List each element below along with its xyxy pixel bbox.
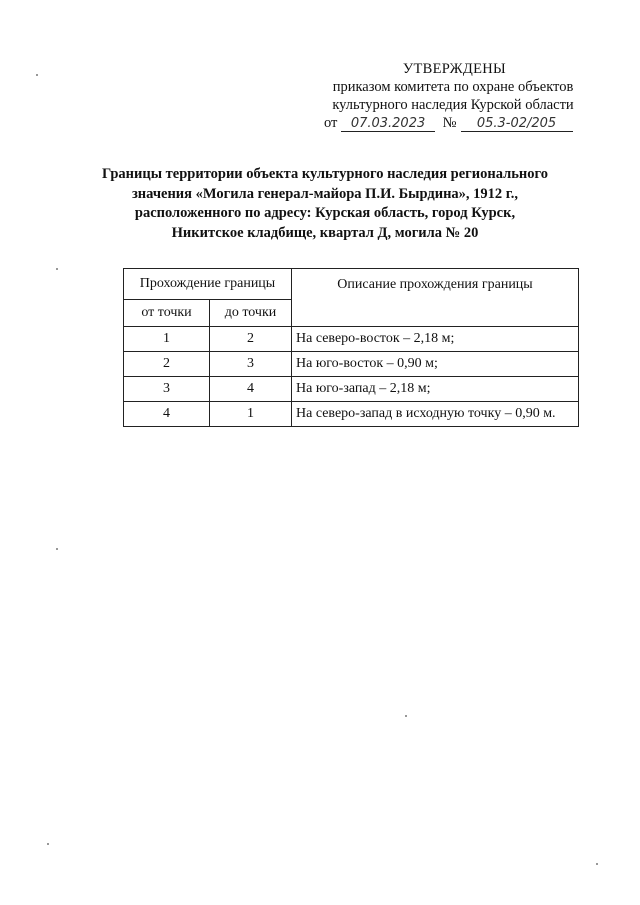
approval-date-number-line xyxy=(318,114,588,132)
cell-to: 1 xyxy=(210,402,292,427)
approval-title: УТВЕРЖДЕНЫ xyxy=(402,61,506,77)
heading-line-3: расположенного по адресу: Курская область, город Курск, xyxy=(134,205,516,221)
cell-description: На северо-восток – 2,18 м; xyxy=(292,327,579,352)
header-to-point: до точки xyxy=(210,300,292,327)
cell-from: 3 xyxy=(124,377,210,402)
scan-speck xyxy=(596,863,598,865)
cell-from: 4 xyxy=(124,402,210,427)
table-row xyxy=(124,402,579,427)
header-boundary-passage: Прохождение границы xyxy=(124,269,292,300)
cell-to: 3 xyxy=(210,352,292,377)
cell-description: На юго-запад – 2,18 м; xyxy=(292,377,579,402)
number-sign: № xyxy=(442,115,457,131)
boundary-table xyxy=(123,268,579,427)
scan-speck xyxy=(405,715,407,717)
table-row xyxy=(124,377,579,402)
table-row xyxy=(124,327,579,352)
approval-line-2: культурного наследия Курской области xyxy=(332,97,574,113)
document-heading xyxy=(90,165,560,243)
date-prefix: от xyxy=(324,115,338,131)
heading-line-4: Никитское кладбище, квартал Д, могила № 20 xyxy=(171,224,479,241)
cell-to: 2 xyxy=(210,327,292,352)
approval-stamp xyxy=(318,60,588,132)
handwritten-date: 07.03.2023 xyxy=(341,117,435,132)
header-description: Описание прохождения границы xyxy=(292,269,579,327)
scan-speck xyxy=(56,268,58,270)
cell-description: На северо-запад в исходную точку – 0,90 м. xyxy=(292,402,579,427)
approval-line-1: приказом комитета по охране объектов xyxy=(332,79,574,95)
heading-line-2: значения «Могила генерал-майора П.И. Бырдина», 1912 г., xyxy=(131,185,518,202)
cell-description: На юго-восток – 0,90 м; xyxy=(292,352,579,377)
cell-from: 2 xyxy=(124,352,210,377)
table-row xyxy=(124,352,579,377)
scan-speck xyxy=(36,74,38,76)
header-from-point: от точки xyxy=(124,300,210,327)
scan-speck xyxy=(56,548,58,550)
heading-line-1: Границы территории объекта культурного наследия регионального xyxy=(102,166,548,182)
handwritten-order-number: 05.3-02/205 xyxy=(461,117,573,132)
cell-from: 1 xyxy=(124,327,210,352)
scan-speck xyxy=(47,843,49,845)
cell-to: 4 xyxy=(210,377,292,402)
